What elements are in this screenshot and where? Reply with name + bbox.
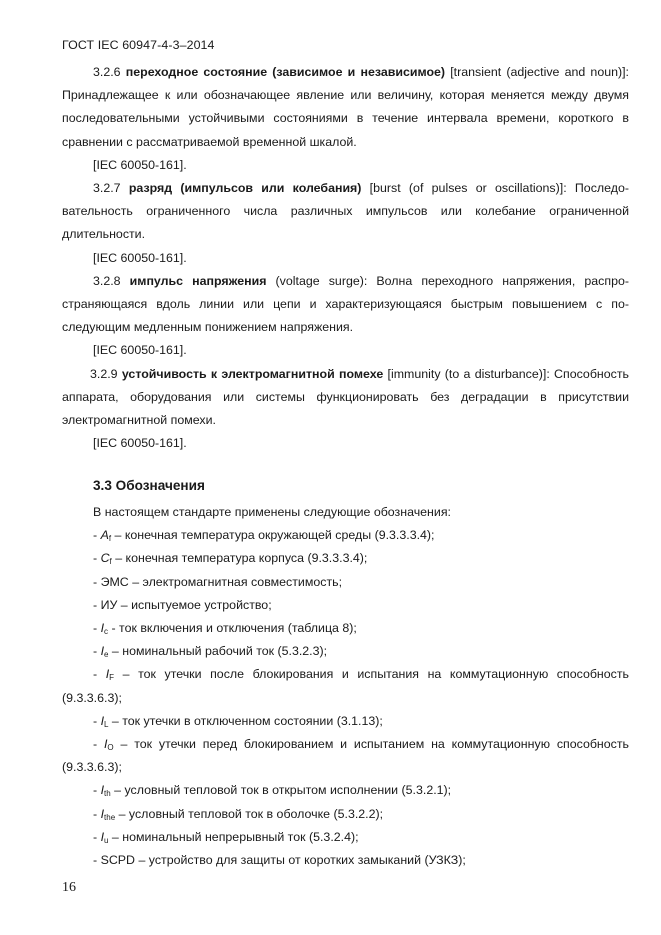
symbol-item: - $A_f$ – конечная температура окружающей среды (9.3.3.3.4); [93,528,435,544]
term-3-2-8 [62,270,629,340]
term-title: импульс напряжения [129,273,267,288]
term-reference: [IEC 60050-161]. [93,343,187,358]
symbol-item: - $I_e$ – номинальный рабочий ток (5.3.2.3); [93,644,328,660]
term-reference: [IEC 60050-161]. [93,436,187,451]
symbols-list [62,501,629,872]
term-3-2-7 [62,177,629,247]
term-title: устойчивость к электромагнитной помехе [121,366,384,381]
symbol-item: - $C_f$ – конечная температура корпуса (9.3.3.3.4); [93,551,368,567]
symbol-item: - ЭМС – электромагнитная совместимость; [93,574,343,589]
symbol-item: - $I_F$ – ток утечки после блокирования и испытания на коммутационную способность (9.3.3.6.3); [62,667,629,705]
term-number: 3.2.9 [90,366,118,381]
symbol-item: - ИУ – испытуемое устройство; [93,597,272,612]
term-definition: [immunity (to a disturbance)]: Способность аппарата, оборудования или системы функционировать без деградации в присутствии электромагнитной помехи. [62,366,629,428]
terms-block [62,61,629,455]
page-number: 16 [62,880,76,895]
document-code-header: ГОСТ IEC 60947-4-3–2014 [62,38,215,52]
term-definition: [transient (adjective and noun)]: Принадлежащее к или обозначающее явление или величину, которая меняется между двумя последовательными устойчивыми состояниями в течение интервала времени, короткого в сравнении с рассматриваемой временной шкалой. [62,65,630,149]
symbol-item: - $I_{th}$ – условный тепловой ток в открытом исполнении (5.3.2.1); [93,783,452,799]
section-heading: 3.3 Обозначения [93,478,205,493]
symbol-item: - SCPD – устройство для защиты от коротких замыканий (УЗКЗ); [93,853,466,868]
symbol-item: - $I_c$ - ток включения и отключения (таблица 8); [93,621,357,637]
symbol-item: - $I_u$ – номинальный непрерывный ток (5.3.2.4); [93,829,359,845]
term-reference: [IEC 60050-161]. [93,157,187,172]
symbol-item: - $I_{the}$ – условный тепловой ток в оболочке (5.3.2.2); [93,806,384,822]
symbol-item: - $I_O$ – ток утечки перед блокированием и испытанием на коммутационную способность (9.3.3.6.3); [62,737,629,775]
term-definition: (voltage surge): Волна переходного напряжения, распространяющаяся вдоль линии или цепи и характеризующаяся быстрым повышением с последующим медленным понижением напряжения. [62,273,629,335]
symbols-intro: В настоящем стандарте применены следующие обозначения: [93,505,451,519]
term-number: 3.2.8 [93,273,121,288]
term-3-2-6 [62,61,629,154]
term-definition: [burst (of pulses or oscillations)]: Последовательность ограниченного числа различных импульсов или колебание ограниченной длительности. [62,181,629,242]
term-number: 3.2.7 [93,181,121,196]
term-title: разряд (импульсов или колебания) [128,181,362,196]
term-reference: [IEC 60050-161]. [93,250,187,265]
symbol-item: - $I_L$ – ток утечки в отключенном состоянии (3.1.13); [93,713,383,729]
term-3-2-9 [62,363,629,433]
term-title: переходное состояние (зависимое и независимое) [125,65,446,79]
term-number: 3.2.6 [93,65,121,79]
